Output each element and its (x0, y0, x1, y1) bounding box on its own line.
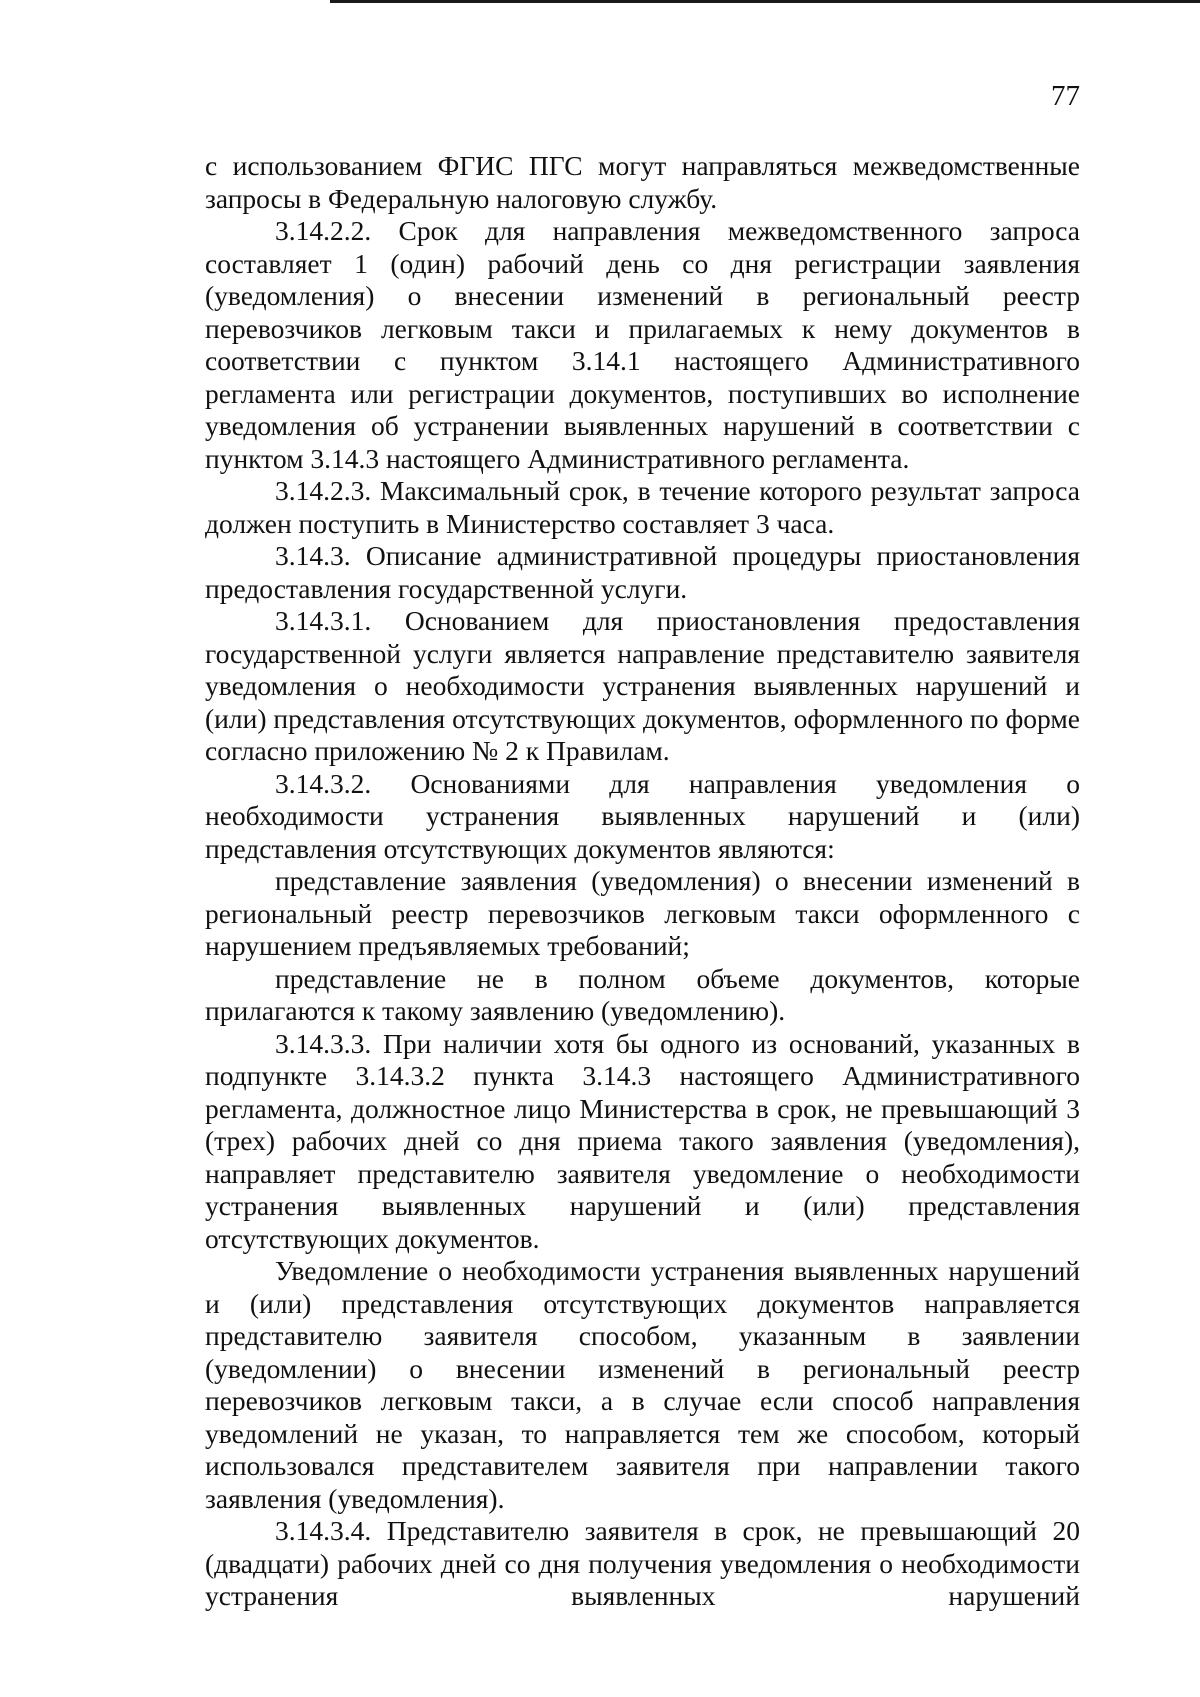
paragraph-notification: Уведомление о необходимости устранения выявленных нарушений и (или) представления отсутствующих документов направляется представителю заявителя способом, указанным в заявлении (уведомлении) о внесении изменений в региональный реестр перевозчиков легковым такси, а в случае если способ направления уведомлений не указан, то направляется тем же способом, который использовался представителем заявителя при направлении такого заявления (уведомления). (205, 1255, 1080, 1514)
list-item-grounds-2: представление не в полном объеме документов, которые прилагаются к такому заявлению (уведомлению). (205, 962, 1080, 1026)
paragraph-3-14-3-3: 3.14.3.3. При наличии хотя бы одного из оснований, указанных в подпункте 3.14.3.2 пункта 3.14.3 настоящего Административного регламента, должностное лицо Министерства в срок, не превышающий 3 (трех) рабочих дней со дня приема такого заявления (уведомления), направляет представителю заявителя уведомление о необходимости устранения выявленных нарушений и (или) представления отсутствующих документов. (205, 1027, 1080, 1254)
paragraph-continuation: с использованием ФГИС ПГС могут направляться межведомственные запросы в Федеральную налоговую службу. (205, 150, 1080, 214)
paragraph-3-14-2-2: 3.14.2.2. Срок для направления межведомственного запроса составляет 1 (один) рабочий день со дня регистрации заявления (уведомления) о внесении изменений в региональный реестр перевозчиков легковым такси и прилагаемых к нему документов в соответствии с пунктом 3.14.1 настоящего Административного регламента или регистрации документов, поступивших во исполнение уведомления об устранении выявленных нарушений в соответствии с пунктом 3.14.3 настоящего Административного регламента. (205, 215, 1080, 474)
paragraph-3-14-3-4: 3.14.3.4. Представителю заявителя в срок, не превышающий 20 (двадцати) рабочих дней со дня получения уведомления о необходимости устранения выявленных нарушений (205, 1515, 1080, 1611)
list-item-grounds-1: представление заявления (уведомления) о внесении изменений в региональный реестр перевозчиков легковым такси оформленного с нарушением предъявляемых требований; (205, 865, 1080, 961)
paragraph-3-14-3-1: 3.14.3.1. Основанием для приостановления предоставления государственной услуги является направление представителю заявителя уведомления о необходимости устранения выявленных нарушений и (или) представления отсутствующих документов, оформленного по форме согласно приложению № 2 к Правилам. (205, 605, 1080, 766)
document-body (205, 150, 1080, 1613)
page-number: 77 (1051, 80, 1080, 112)
paragraph-3-14-3-2: 3.14.3.2. Основаниями для направления уведомления о необходимости устранения выявленных нарушений и (или) представления отсутствующих документов являются: (205, 767, 1080, 864)
paragraph-3-14-3: 3.14.3. Описание административной процедуры приостановления предоставления государственной услуги. (205, 540, 1080, 604)
scan-top-edge (330, 0, 1200, 3)
paragraph-3-14-2-3: 3.14.2.3. Максимальный срок, в течение которого результат запроса должен поступить в Министерство составляет 3 часа. (205, 475, 1080, 539)
